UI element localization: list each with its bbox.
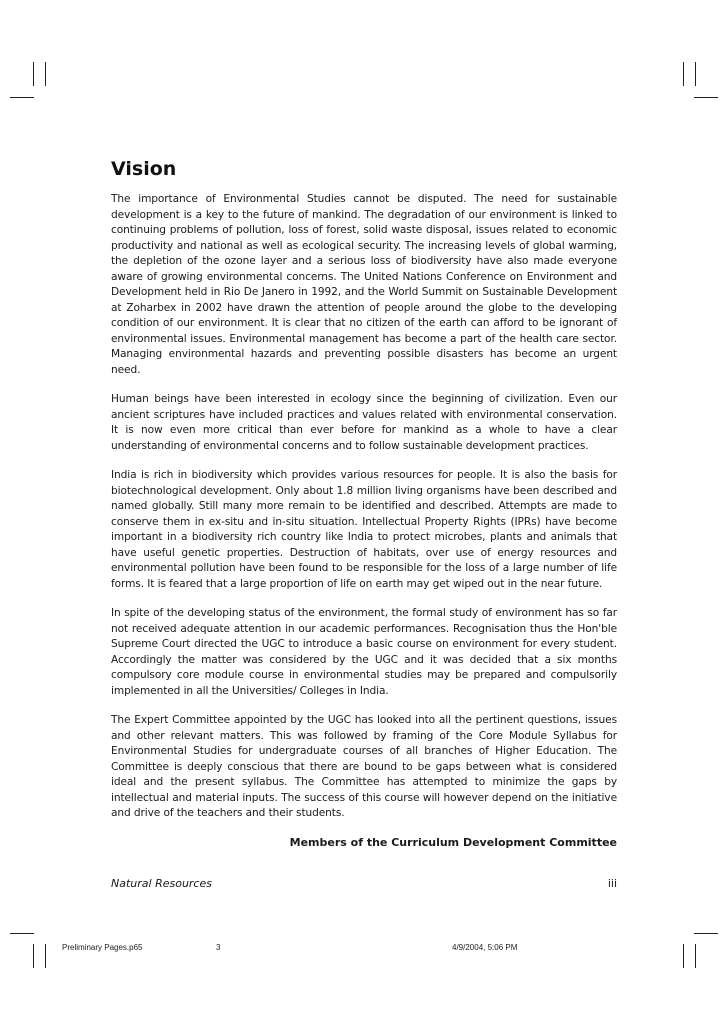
paragraph: The importance of Environmental Studies cannot be disputed. The need for sustainable development is a key to the future of mankind. The degradation of our environment is linked to continuing problems of pollution, loss of forest, solid waste disposal, issues related to economic productivity and national as well as ecological security. The increasing levels of global warming, the depletion of the ozone layer and a serious loss of biodiversity have also made everyone aware of growing environmental concerns. The United Nations Conference on Environment and Development held in Rio De Janero in 1992, and the World Summit on Sustainable Development at Zoharbex in 2002 have drawn the attention of people around the globe to the developing condition of our environment. It is clear that no citizen of the earth can afford to be ignorant of environmental issues. Environmental management has become a part of the health care sector. Managing environmental hazards and preventing possible disasters has become an urgent need.: [111, 193, 617, 376]
page-title: Vision: [111, 158, 177, 180]
crop-mark: [694, 933, 718, 934]
paragraph: In spite of the developing status of the environment, the formal study of environment has so far not received adequate attention in our academic performances. Recognisation thus the Hon'ble Supreme Court directed the UGC to introduce a basic course on environment for every student. Accordingly the matter was considered by the UGC and it was decided that a six months compulsory core module course in environmental studies may be prepared and compulsorily implemented in all the Universities/ Colleges in India.: [111, 607, 617, 697]
crop-mark: [683, 62, 684, 86]
crop-mark: [694, 97, 718, 98]
signature: Members of the Curriculum Development Committee: [289, 835, 617, 849]
crop-mark: [695, 944, 696, 968]
slug-timestamp: 4/9/2004, 5:06 PM: [452, 943, 518, 952]
footer-section-name: Natural Resources: [111, 877, 212, 890]
crop-mark: [683, 944, 684, 968]
crop-mark: [10, 97, 34, 98]
paragraph: The Expert Committee appointed by the UGC has looked into all the pertinent questions, issues and other relevant matters. This was followed by framing of the Core Module Syllabus for Environmental Studies for undergraduate courses of all branches of Higher Education. The Committee is deeply conscious that there are bound to be gaps between what is considered ideal and the present syllabus. The Committee has attempted to minimize the gaps by intellectual and material inputs. The success of this course will however depend on the initiative and drive of the teachers and their students.: [111, 714, 617, 819]
crop-mark: [695, 62, 696, 86]
paragraph: Human beings have been interested in ecology since the beginning of civilization. Even our ancient scriptures have included practices and values related with environmental conservation. It is now even more critical than ever before for mankind as a whole to have a clear understanding of environmental concerns and to follow sustainable development practices.: [111, 393, 617, 452]
crop-mark: [33, 62, 34, 86]
crop-mark: [45, 944, 46, 968]
paragraph: India is rich in biodiversity which provides various resources for people. It is also the basis for biotechnological development. Only about 1.8 million living organisms have been described and named globally. Still many more remain to be identified and described. Attempts are made to conserve them in ex-situ and in-situ situation. Intellectual Property Rights (IPRs) have become important in a biodiversity rich country like India to protect microbes, plants and animals that have useful genetic properties. Destruction of habitats, over use of energy resources and environmental pollution have been found to be responsible for the loss of a large number of life forms. It is feared that a large proportion of life on earth may get wiped out in the near future.: [111, 469, 617, 590]
page-content: [111, 158, 617, 849]
slug-page: 3: [216, 943, 221, 952]
slug-filename: Preliminary Pages.p65: [62, 943, 143, 952]
footer-page-number: iii: [607, 877, 617, 890]
crop-mark: [45, 62, 46, 86]
crop-mark: [10, 933, 34, 934]
crop-mark: [33, 944, 34, 968]
